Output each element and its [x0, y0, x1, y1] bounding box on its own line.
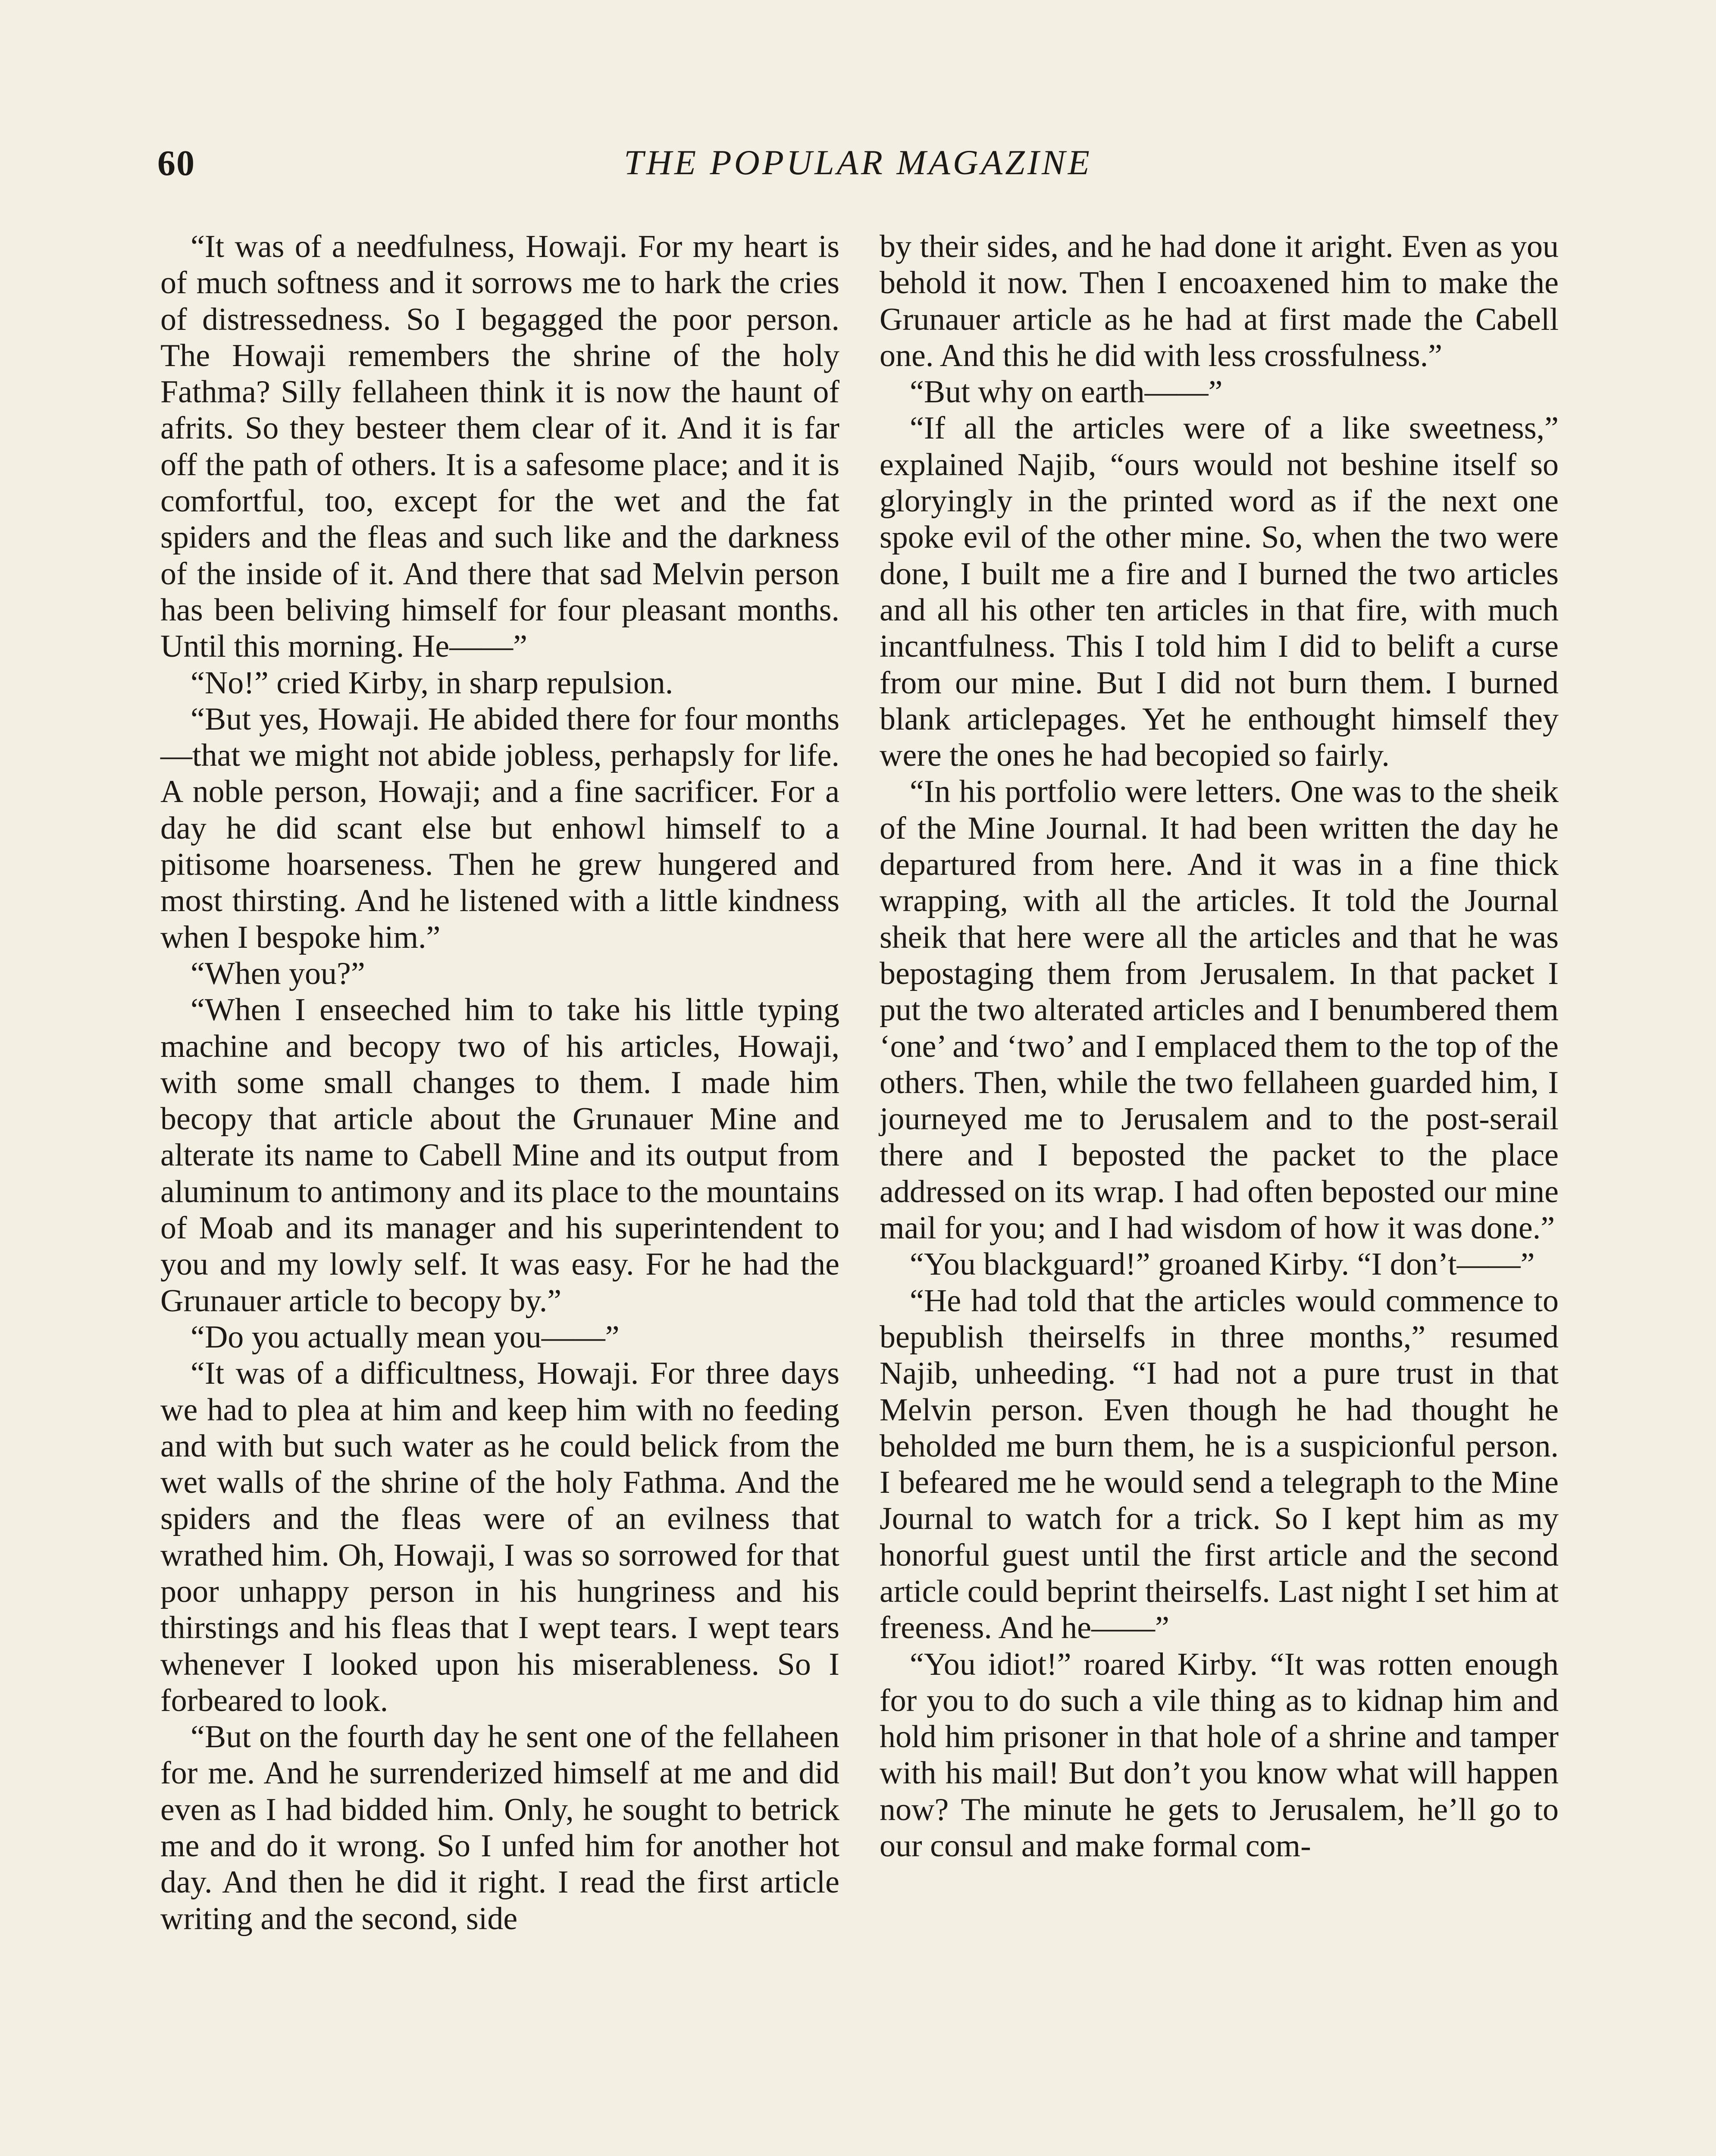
paragraph: by their sides, and he had done it aright. Even as you behold it now. Then I encoaxened him to make the Grunauer article as he had at first made the Cabell one. And this he did with less crossfulness.” — [880, 229, 1559, 373]
paragraph: “He had told that the articles would commence to bepublish theirselfs in three months,” resumed Najib, unheeding. “I had not a pure trust in that Melvin person. Even though he had thought he beholded me burn them, he is a suspicionful person. I befeared me he would send a telegraph to the Mine Journal to watch for a trick. So I kept him as my honorful guest until the first article and the second article could beprint theirselfs. Last night I set him at freeness. And he——” — [880, 1283, 1559, 1646]
paragraph: “But why on earth——” — [910, 374, 1223, 410]
paragraph: “You idiot!” roared Kirby. “It was rotten enough for you to do such a vile thing as to kidnap him and hold him prisoner in that hole of a shrine and tamper with his mail! But don’t you know what will happen now? The minute he gets to Jerusalem, he’ll go to our consul and make formal com- — [880, 1646, 1559, 1864]
paragraph: “It was of a difficultness, Howaji. For three days we had to plea at him and keep him with no feeding and with but such water as he could belick from the wet walls of the shrine of the holy Fathma. And the spiders and the fleas were of an evilness that wrathed him. Oh, Howaji, I was so sorrowed for that poor unhappy person in his hungriness and his thirstings and his fleas that I wept tears. I wept tears whenever I looked upon his miserableness. So I forbeared to look. — [160, 1356, 839, 1718]
paragraph: “It was of a needfulness, Howaji. For my heart is of much softness and it sorrows me to hark the cries of distressedness. So I begagged the poor person. The Howaji remembers the shrine of the holy Fathma? Silly fellaheen think it is now the haunt of afrits. So they besteer them clear of it. And it is far off the path of others. It is a safesome place; and it is comfortful, too, except for the wet and the fat spiders and the fleas and such like and the darkness of the inside of it. And there that sad Melvin person has been beliving himself for four pleasant months. Until this morning. He——” — [160, 229, 839, 664]
page-number: 60 — [157, 143, 195, 183]
paragraph: “But yes, Howaji. He abided there for four months—that we might not abide jobless, perhapsly for life. A noble person, Howaji; and a fine sacrificer. For a day he did scant else but enhowl himself to a pitisome hoarseness. Then he grew hungered and most thirsting. And he listened with a little kindness when I bespoke him.” — [160, 701, 839, 955]
paragraph: “If all the articles were of a like sweetness,” explained Najib, “ours would not beshine itself so gloryingly in the printed word as if the next one spoke evil of the other mine. So, when the two were done, I built me a fire and I burned the two articles and all his other ten articles in that fire, with much incantfulness. This I told him I did to belift a curse from our mine. But I did not burn them. I burned blank articlepages. Yet he enthought himself they were the ones he had becopied so fairly. — [880, 411, 1559, 774]
paragraph: “No!” cried Kirby, in sharp repulsion. — [191, 665, 673, 701]
paragraph: “When you?” — [191, 956, 365, 991]
left-column — [160, 229, 839, 1937]
paragraph: “In his portfolio were letters. One was to the sheik of the Mine Journal. It had been written the day he departured from here. And it was in a fine thick wrapping, with all the articles. It told the Journal sheik that here were all the articles and that he was bepostaging them from Jerusalem. In that packet I put the two alterated articles and I benumbered them ‘one’ and ‘two’ and I emplaced them to the top of the others. Then, while the two fellaheen guarded him, I journeyed me to Jerusalem and to the post-serail there and I beposted the packet to the place addressed on its wrap. I had often beposted our mine mail for you; and I had wisdom of how it was done.” — [880, 774, 1559, 1246]
paragraph: “But on the fourth day he sent one of the fellaheen for me. And he surrenderized himself at me and did even as I had bidded him. Only, he sought to betrick me and do it wrong. So I unfed him for another hot day. And then he did it right. I read the first article writing and the second, side — [160, 1719, 839, 1937]
right-column — [880, 229, 1559, 1864]
running-title: THE POPULAR MAGAZINE — [624, 143, 1092, 182]
paragraph: “You blackguard!” groaned Kirby. “I don’t——” — [910, 1247, 1535, 1282]
paragraph: “When I enseeched him to take his little typing machine and becopy two of his articles, Howaji, with some small changes to them. I made him becopy that article about the Grunauer Mine and alterate its name to Cabell Mine and its output from aluminum to antimony and its place to the mountains of Moab and its manager and his superintendent to you and my lowly self. It was easy. For he had the Grunauer article to becopy by.” — [160, 992, 839, 1319]
page-header — [157, 142, 1559, 194]
paragraph: “Do you actually mean you——” — [191, 1319, 620, 1355]
